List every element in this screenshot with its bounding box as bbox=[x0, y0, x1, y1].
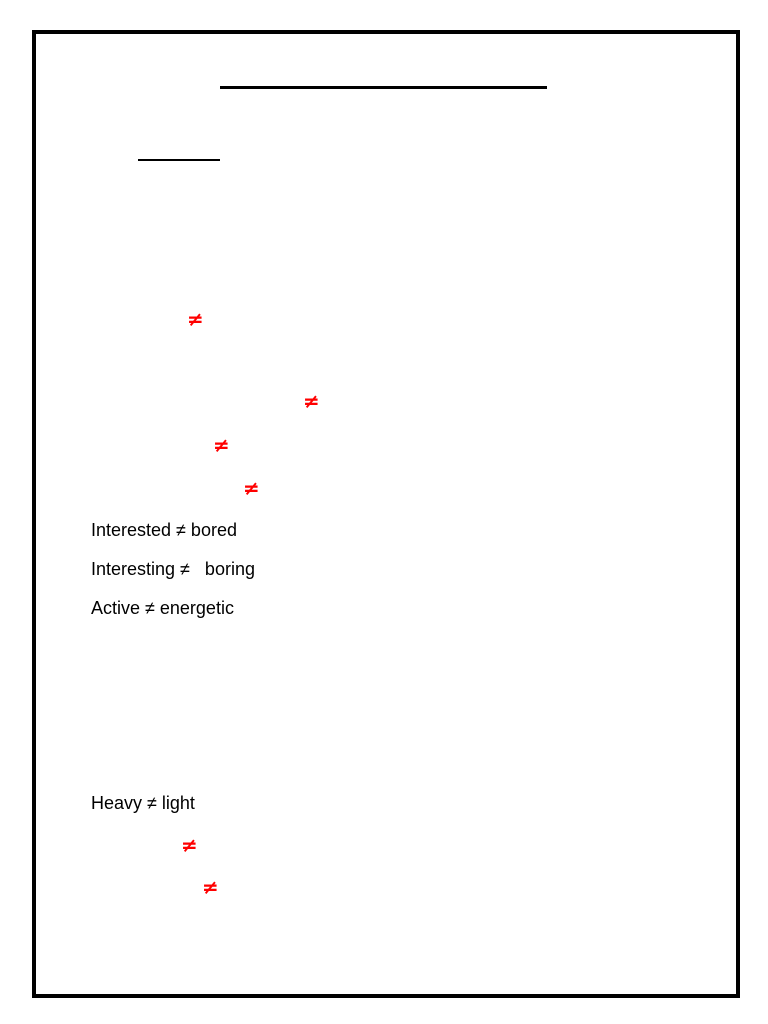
antonym-pair: Active ≠ energetic bbox=[91, 598, 234, 618]
antonym-pair: Interested ≠ bored bbox=[91, 520, 237, 540]
not-equal-symbol: ≠ bbox=[213, 433, 230, 457]
not-equal-symbol: ≠ bbox=[202, 875, 219, 899]
not-equal-symbol: ≠ bbox=[243, 476, 260, 500]
antonym-pair: Heavy ≠ light bbox=[91, 793, 195, 813]
subtitle-blank-line bbox=[138, 159, 220, 161]
title-blank-line bbox=[220, 86, 547, 89]
page-border bbox=[32, 30, 740, 998]
antonym-pair: Interesting ≠ boring bbox=[91, 559, 255, 579]
not-equal-symbol: ≠ bbox=[303, 389, 320, 413]
not-equal-symbol: ≠ bbox=[181, 833, 198, 857]
not-equal-symbol: ≠ bbox=[187, 307, 204, 331]
